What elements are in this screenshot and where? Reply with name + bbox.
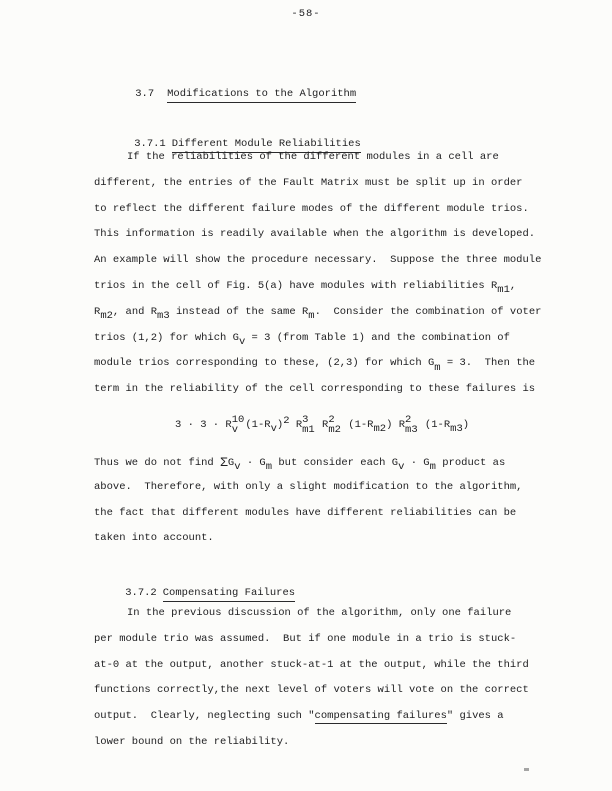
- section-title: Different Module Reliabilities: [172, 138, 361, 153]
- text-line: term in the reliability of the cell corresponding to these failures is: [94, 383, 536, 396]
- paragraph-different-module-reliabilities: [94, 145, 541, 403]
- text-line: module trios corresponding to these, (2,3) for which Gm = 3. Then the: [94, 357, 536, 374]
- text-line: This information is readily available when the algorithm is developed.: [94, 228, 536, 241]
- text-line: If the reliabilities of the different modules in a cell are: [127, 151, 499, 163]
- text-line: at-0 at the output, another stuck-at-1 at the output, while the third: [94, 658, 529, 671]
- section-number: 3.7: [135, 88, 155, 100]
- text-line: to reflect the different failure modes of the different module trios.: [94, 202, 529, 215]
- page-number: -58-: [291, 8, 321, 20]
- text-line: the fact that different modules have different reliabilities can be: [94, 506, 517, 519]
- text-line: per module trio was assumed. But if one module in a trio is stuck-: [94, 632, 517, 645]
- text-line: taken into account.: [94, 532, 214, 545]
- text-line: An example will show the procedure necessary. Suppose the three module: [94, 254, 542, 267]
- text-line: different, the entries of the Fault Matrix must be split up in order: [94, 176, 523, 189]
- text-line: Thus we do not find ΣGv · Gm but consider each Gv · Gm product as: [94, 455, 506, 474]
- text-line: functions correctly,the next level of voters will vote on the correct: [94, 684, 529, 697]
- section-number: 3.7.2: [125, 587, 157, 599]
- section-heading-3-7: [110, 76, 356, 112]
- text-line: lower bound on the reliability.: [94, 735, 290, 748]
- section-number: 3.7.1: [134, 138, 166, 150]
- text-line: trios (1,2) for which Gv = 3 (from Table 1) and the combination of: [94, 331, 510, 348]
- text-line: Rm2, and Rm3 instead of the same Rm. Consider the combination of voter: [94, 305, 542, 323]
- text-line: above. Therefore, with only a slight modification to the algorithm,: [94, 480, 523, 493]
- section-title: Compensating Failures: [163, 587, 295, 602]
- equation-reliability-term: 3 · 3 · R 10 v (1-R v ) 2 R 3 m1 R 2 m2 (1-R m2 ) R 2 m3 (1-R m3 ): [175, 413, 470, 436]
- section-title: Modifications to the Algorithm: [167, 88, 356, 103]
- text-line: output. Clearly, neglecting such "compensating failures" gives a: [94, 710, 504, 723]
- text-line: In the previous discussion of the algorithm, only one failure: [127, 607, 512, 619]
- text-line: trios in the cell of Fig. 5(a) have modules with reliabilities Rm1,: [94, 279, 517, 297]
- paragraph-algorithm-modification: [94, 449, 522, 552]
- scan-artifact: [524, 768, 529, 771]
- paragraph-compensating-failures: [94, 601, 529, 756]
